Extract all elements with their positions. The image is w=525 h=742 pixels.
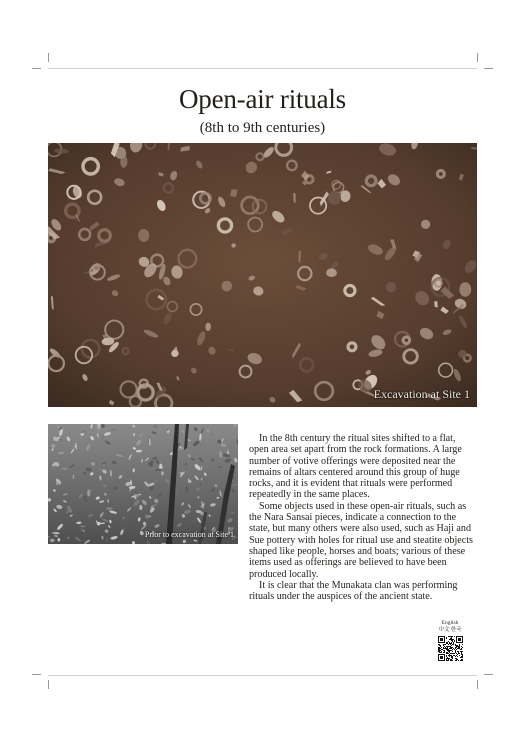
crop-mark (484, 674, 493, 675)
crop-mark (48, 680, 49, 689)
fallen-leaf (133, 433, 135, 436)
soil-ground (48, 143, 477, 407)
fallen-leaf (188, 454, 191, 457)
body-paragraph: It is clear that the Munakata clan was performing rituals under the auspices of the ancient state. (249, 579, 458, 603)
language-others[interactable]: 中文 한국 (438, 627, 462, 633)
language-labels (430, 620, 470, 634)
page-subtitle: (8th to 9th centuries) (199, 120, 326, 136)
excavation-photo (48, 143, 477, 407)
qr-code-icon[interactable] (438, 636, 463, 661)
body-paragraph: Some objects used in these open-air rituals, such as the Nara Sansai pieces, indicate a connection to the state, but many others were also used, such as Haji and Sue pottery with holes for ritual use and steatite objects shaped like people, horses and boats; various of these items used as offerings are believed to have been produced locally. (249, 500, 473, 580)
fallen-leaf (111, 429, 117, 432)
language-english[interactable]: English (441, 620, 459, 626)
pre-excavation-photo-caption: Prior to excavation at Site 1 (144, 530, 234, 539)
pottery-shard (459, 282, 471, 297)
excavation-photo-image (48, 143, 477, 407)
crop-mark (477, 680, 478, 689)
excavation-photo-caption: Excavation at Site 1 (373, 387, 470, 401)
body-paragraph: In the 8th century the ritual sites shifted to a flat, open area set apart from the rock formations. A large number of votive offerings were deposited near the remains of altars centered around this group of huge rocks, and it is evident that rituals were performed repeatedly in the same places. (249, 433, 462, 501)
body-text (249, 433, 477, 602)
qr-code-image (438, 636, 463, 661)
pre-excavation-photo-image (48, 424, 238, 544)
pre-excavation-photo (48, 424, 238, 544)
crop-mark (477, 53, 478, 62)
crop-mark (48, 53, 49, 62)
page-title: Open-air rituals (179, 84, 346, 114)
crop-mark (484, 68, 493, 69)
crop-mark (32, 674, 41, 675)
crop-mark (32, 68, 41, 69)
forest-floor (48, 424, 238, 544)
